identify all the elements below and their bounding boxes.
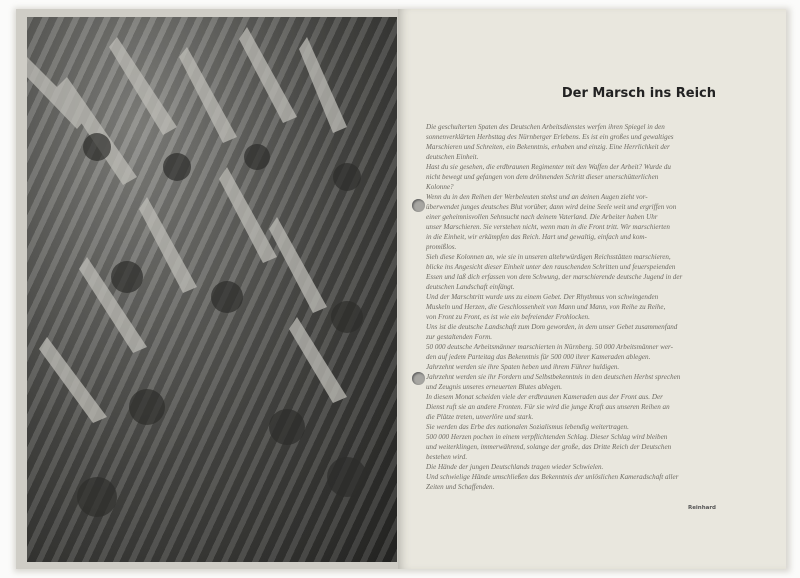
photo-shapes (27, 17, 397, 562)
text-line: den auf jedem Parteitag das Bekenntnis für 500 000 ihrer Kameraden ablegen. (426, 353, 651, 361)
text-line: Dienst ruft sie an andere Fronten. Für sie wird die junge Kraft aus unseren Reihen an (426, 403, 670, 411)
text-line: blicke ins Angesicht dieser Einheit unter den rauschenden Schritten und feuerspeienden (426, 263, 676, 271)
text-line: überwendet junges deutsches Blut vorüber, dann wird deine Seele weit und ergriffen von (426, 203, 677, 211)
text-line: Und schwielige Hände umschließen das Bekenntnis der unlöslichen Kameradschaft aller (426, 473, 679, 481)
text-line: und weiterklingen, immerwährend, solange der große, das Dritte Reich der Deutschen (426, 443, 672, 451)
text-line: Essen und laß dich erfassen von dem Schwung, der marschierende deutsche Jugend in der (426, 273, 683, 281)
text-line: in die Einheit, wir erkämpfen das Reich. Hart und gewaltig, einfach und kom- (426, 233, 647, 241)
text-line: Uns ist die deutsche Landschaft zum Dom geworden, in dem unser Gebet zusammenfand (426, 323, 678, 331)
binder-hole (412, 199, 425, 212)
text-line: 500 000 Herzen pochen in einem verpflichtenden Schlag. Dieser Schlag wird bleiben (426, 433, 668, 441)
text-line: Marschieren und Schreiten, ein Bekenntnis, erhaben und einzig. Eine Herrlichkeit der (426, 143, 670, 151)
text-line: Die Hände der jungen Deutschlands tragen wieder Schwielen. (426, 463, 604, 471)
text-line: einer geheimnisvollen Sehnsucht nach deinem Vaterland. Die Arbeiter haben Uhr (426, 213, 658, 221)
text-line: deutschen Einheit. (426, 153, 479, 161)
text-line: Hast du sie gesehen, die erdbraunen Regimenter mit den Waffen der Arbeit? Wurde du (426, 163, 671, 171)
text-line: Sieh diese Kolonnen an, wie sie in unseren altehrwürdigen Reichsstätten marschieren, (426, 253, 671, 261)
page-title: Der Marsch ins Reich (561, 86, 716, 101)
text-line: nicht bewegt und gefangen von dem dröhnenden Schritt dieser unerschütterlichen (426, 173, 659, 181)
text-line: Sie werden das Erbe des nationalen Sozialismus lebendig weitertragen. (426, 423, 629, 431)
text-line: deutschen Landschaft einfängt. (426, 283, 515, 291)
text-line: bestehen wird. (426, 453, 468, 461)
text-line: zur gestaltenden Form. (426, 333, 493, 341)
text-line: die Plätze treten, unverlöre und stark. (426, 413, 534, 421)
text-line: unser Marschieren. Sie verstehen nicht, wenn man in die Front tritt. Wir marschierten (426, 223, 670, 231)
text-line: Wenn du in den Reihen der Werbeleuten stehst und an deinen Augen zieht vor- (426, 193, 648, 201)
text-line: In diesem Monat scheiden viele der erdbraunen Kameraden aus der Front aus. Der (426, 393, 663, 401)
text-line: Jahrzehnt werden sie ihre Spaten heben und ihrem Führer huldigen. (426, 363, 620, 371)
text-line: von Front zu Front, es ist wie ein befreiender Frohlocken. (426, 313, 590, 321)
text-line: und Zeugnis unseres erneuerten Blutes ablegen. (426, 383, 563, 391)
author-signature: Reinhard (687, 505, 716, 511)
text-line: Kolonne? (426, 183, 454, 191)
text-line: sonnenverklärten Herbsttag des Nürnberger Erlebens. Es ist ein großes und gewaltiges (426, 133, 674, 141)
text-line: promißlos. (426, 243, 457, 251)
text-line: Die geschulterten Spaten des Deutschen Arbeitsdienstes werfen ihren Spiegel in den (426, 123, 665, 131)
binder-hole (412, 372, 425, 385)
text-line: Und der Marschtritt wurde uns zu einem Gebet. Der Rhythmus von schwingenden (426, 293, 659, 301)
text-line: Zeiten und Schaffenden. (426, 483, 495, 491)
text-line: Jahrzehnt werden sie ihr Fordern und Selbstbekenntnis in den deutschen Herbst sprechen (426, 373, 681, 381)
text-line: Muskeln und Herzen, die Geschlossenheit von Mann und Mann, von Reihe zu Reihe, (426, 303, 666, 311)
text-line: 50 000 deutsche Arbeitsmänner marschierten in Nürnberg. 50 000 Arbeitsmänner wer- (426, 343, 674, 351)
article-text (426, 122, 716, 492)
marching-soldiers-photo (27, 17, 397, 562)
